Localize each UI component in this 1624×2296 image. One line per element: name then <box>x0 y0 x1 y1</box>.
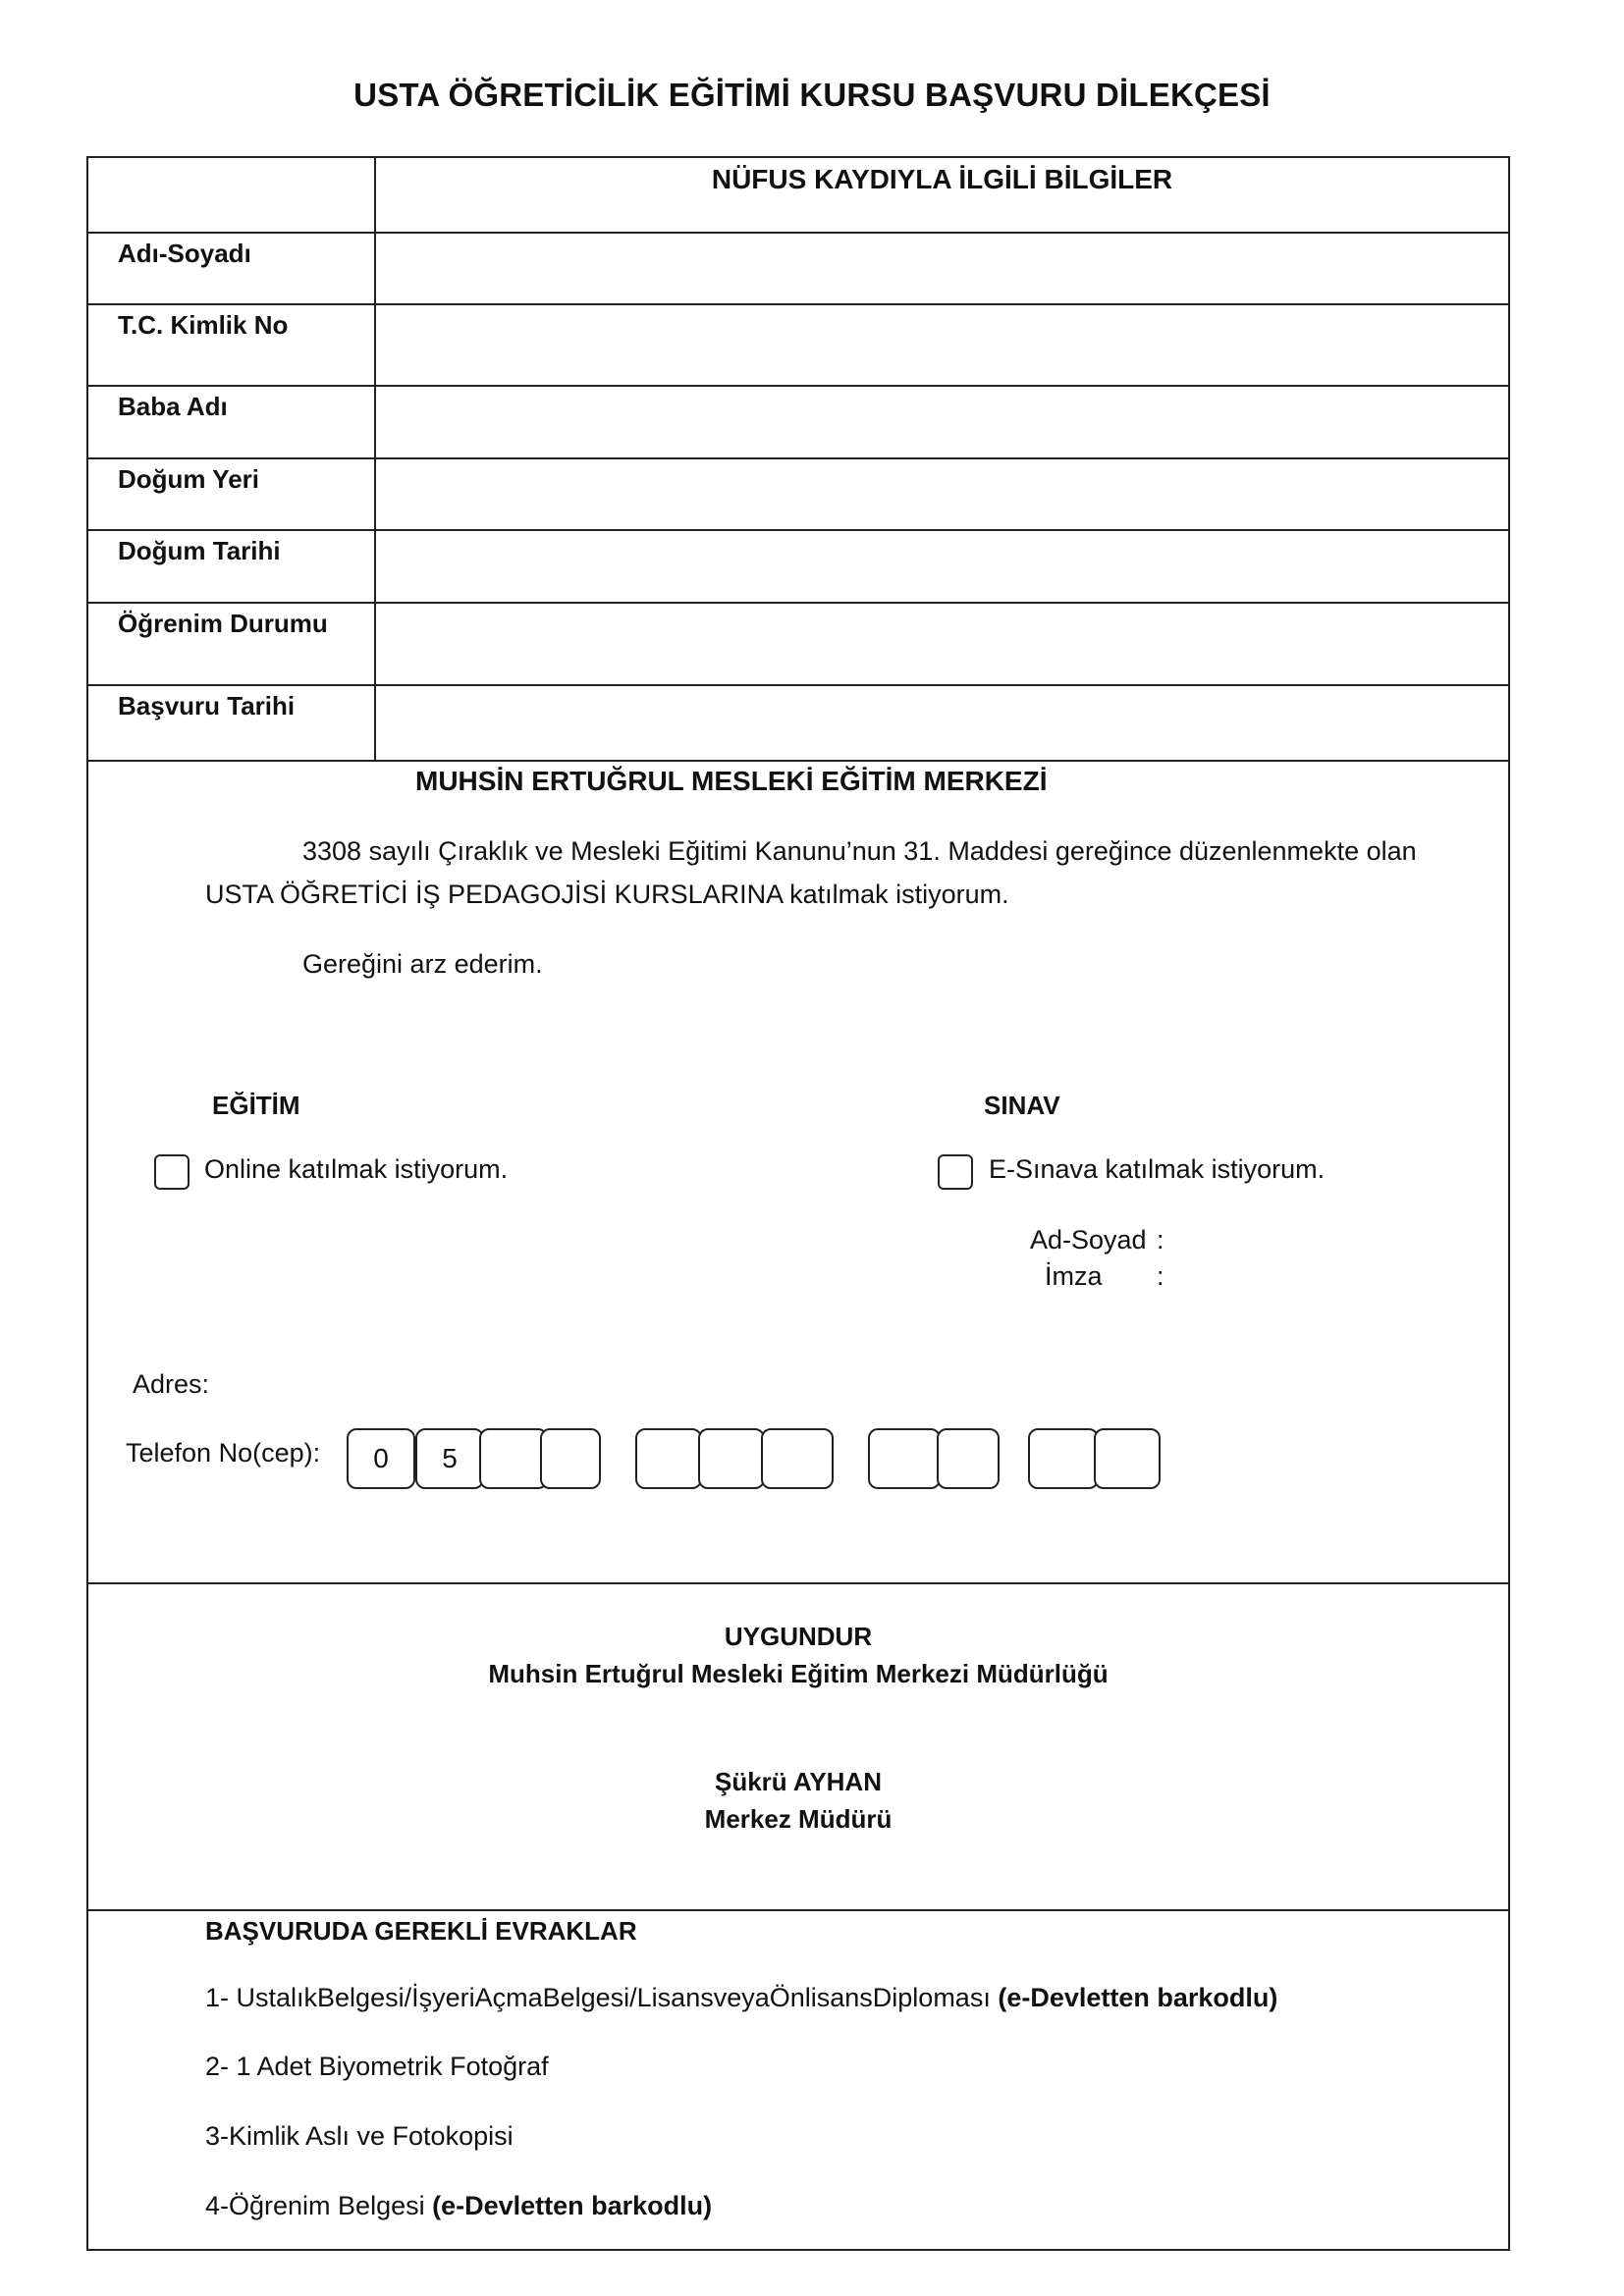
name-surname-colon: : <box>1157 1225 1164 1255</box>
table-row-divider <box>86 385 1510 387</box>
section-divider <box>86 760 1510 762</box>
documents-heading: BAŞVURUDA GEREKLİ EVRAKLAR <box>205 1916 637 1946</box>
section-divider <box>86 1909 1510 1911</box>
document-item <box>205 1983 1277 2013</box>
label-father-name: Baba Adı <box>118 392 228 421</box>
exam-heading: SINAV <box>984 1091 1060 1120</box>
phone-digit-box[interactable] <box>868 1428 941 1489</box>
document-item <box>205 2121 514 2152</box>
phone-digit-box[interactable] <box>635 1428 702 1489</box>
phone-digit-box[interactable]: 5 <box>415 1428 484 1489</box>
education-heading: EĞİTİM <box>212 1091 300 1120</box>
label-education-status: Öğrenim Durumu <box>118 609 328 638</box>
section-divider <box>86 1582 1510 1584</box>
table-row-divider <box>86 684 1510 686</box>
document-item <box>205 2191 712 2221</box>
page-title: USTA ÖĞRETİCİLİK EĞİTİMİ KURSU BAŞVURU DİLEKÇESİ <box>353 77 1271 113</box>
label-birth-date: Doğum Tarihi <box>118 536 281 565</box>
e-exam-checkbox[interactable] <box>938 1154 973 1190</box>
online-participation-checkbox[interactable] <box>154 1154 189 1190</box>
document-item-text: 4-Öğrenim Belgesi <box>205 2191 433 2220</box>
petition-paragraph-line1: 3308 sayılı Çıraklık ve Mesleki Eğitimi Kanunu’nun 31. Maddesi gereğince düzenlenmekte olan <box>302 836 1417 866</box>
address-label: Adres: <box>133 1369 210 1399</box>
approval-office: Muhsin Ertuğrul Mesleki Eğitim Merkezi Müdürlüğü <box>488 1659 1109 1688</box>
petition-paragraph-line2: USTA ÖĞRETİCİ İŞ PEDAGOJİSİ KURSLARINA katılmak istiyorum. <box>205 880 1009 909</box>
phone-digit-box[interactable] <box>1028 1428 1099 1489</box>
phone-digit-box[interactable] <box>540 1428 601 1489</box>
document-item-text: 3-Kimlik Aslı ve Fotokopisi <box>205 2121 514 2151</box>
label-name-surname: Adı-Soyadı <box>118 239 251 268</box>
institution-name: MUHSİN ERTUĞRUL MESLEKİ EĞİTİM MERKEZİ <box>415 766 1048 796</box>
document-item-text: 2- 1 Adet Biyometrik Fotoğraf <box>205 2052 549 2081</box>
phone-digit-box[interactable]: 0 <box>347 1428 415 1489</box>
label-birth-place: Doğum Yeri <box>118 464 260 494</box>
document-item <box>205 2052 549 2082</box>
document-item-emphasis: (e-Devletten barkodlu) <box>432 2191 713 2220</box>
table-row-divider <box>86 457 1510 459</box>
table-row-divider <box>86 232 1510 234</box>
phone-digit-box[interactable] <box>761 1428 834 1489</box>
table-row-divider <box>86 529 1510 531</box>
online-participation-label: Online katılmak istiyorum. <box>204 1154 509 1184</box>
document-item-emphasis: (e-Devletten barkodlu) <box>998 1983 1278 2012</box>
identity-header: NÜFUS KAYDIYLA İLGİLİ BİLGİLER <box>711 164 1173 194</box>
signature-label: İmza <box>1045 1261 1103 1291</box>
phone-digit-box[interactable] <box>479 1428 548 1489</box>
phone-label: Telefon No(cep): <box>126 1438 321 1468</box>
signature-colon: : <box>1157 1261 1164 1291</box>
phone-digit-box[interactable] <box>698 1428 765 1489</box>
phone-digit-box[interactable] <box>937 1428 1000 1489</box>
petition-closing: Gereğini arz ederim. <box>302 949 543 979</box>
phone-digit-box[interactable] <box>1094 1428 1161 1489</box>
table-row-divider <box>86 303 1510 305</box>
table-row-divider <box>86 602 1510 604</box>
label-application-date: Başvuru Tarihi <box>118 691 296 721</box>
e-exam-label: E-Sınava katılmak istiyorum. <box>989 1154 1326 1184</box>
name-surname-label: Ad-Soyad <box>1030 1225 1147 1255</box>
signer-title: Merkez Müdürü <box>704 1804 893 1834</box>
signer-name: Şükrü AYHAN <box>714 1767 882 1796</box>
approval-status: UYGUNDUR <box>724 1622 873 1651</box>
document-item-text: 1- UstalıkBelgesi/İşyeriAçmaBelgesi/LisansveyaÖnlisansDiploması <box>205 1983 999 2012</box>
label-tc-id: T.C. Kimlik No <box>118 310 289 340</box>
